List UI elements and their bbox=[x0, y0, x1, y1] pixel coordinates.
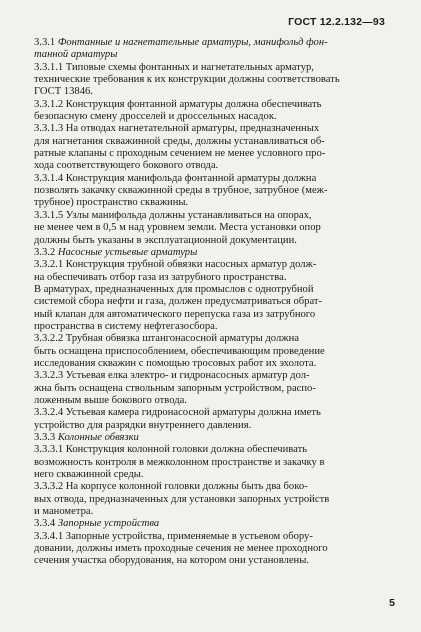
text-line: ный клапан для автоматического перепуска газа из затрубного bbox=[34, 308, 316, 320]
paragraph bbox=[20, 210, 392, 247]
paragraph bbox=[20, 333, 392, 370]
text-line: 3.3.2.2 Трубная обвязка штангонасосной арматуры должна bbox=[34, 333, 299, 345]
paragraph bbox=[20, 407, 392, 432]
text-line: 3.3.4.1 Запорные устройства, применяемые в устьевом обору- bbox=[34, 530, 313, 542]
text-line: 3.3.1.1 Типовые схемы фонтанных и нагнетательных арматур, bbox=[34, 61, 314, 73]
text-line: быть оснащена приспособлением, обеспечивающим проведение bbox=[34, 345, 325, 357]
paragraph bbox=[20, 284, 392, 333]
paragraph bbox=[20, 370, 392, 407]
text-line: не менее чем в 0,5 м над уровнем земли. Места установки опор bbox=[34, 222, 321, 234]
text-line: исследования скважин с помощью тросовых работ их эхолота. bbox=[34, 357, 317, 369]
text-line: 3.3.2.4 Устьевая камера гидронасосной арматуры должна иметь bbox=[34, 407, 321, 419]
paragraph bbox=[20, 99, 392, 124]
paragraph bbox=[20, 62, 392, 99]
text-line: устройство для разрядки внутреннего давления. bbox=[34, 419, 252, 431]
text-line: ложенным выше бокового отвода. bbox=[34, 394, 187, 406]
text-line: хода соответствующего бокового отвода. bbox=[34, 160, 219, 172]
text-line: позволять закачку скважинной среды в трубное, затрубное (меж- bbox=[34, 185, 328, 197]
text-line: 3.3.1.2 Конструкция фонтанной арматуры должна обеспечивать bbox=[34, 98, 322, 110]
text-line: 3.3.2.1 Конструкция трубной обвязки насосных арматур долж- bbox=[34, 259, 317, 271]
text-line: 3.3.4 Запорные устройства bbox=[34, 518, 160, 530]
text-line: системой сбора нефти и газа, должен предусматриваться обрат- bbox=[34, 296, 323, 308]
page-number: 5 bbox=[389, 597, 395, 609]
text-line: 3.3.3.1 Конструкция колонной головки должна обеспечивать bbox=[34, 444, 308, 456]
paragraph bbox=[20, 123, 392, 172]
text-line: 3.3.2 Насосные устьевые арматуры bbox=[34, 246, 198, 258]
document-body bbox=[20, 37, 392, 568]
section-heading bbox=[20, 37, 392, 62]
text-line: танной арматуры bbox=[34, 49, 118, 61]
text-line: 3.3.1.3 На отводах нагнетательной арматуры, предназначенных bbox=[34, 123, 320, 135]
section-heading bbox=[20, 247, 392, 259]
text-line: ратные клапаны с проходным сечением не менее условного про- bbox=[34, 148, 326, 160]
text-line: 3.3.3 Колонные обвязки bbox=[34, 432, 139, 443]
text-line: 3.3.1 Фонтанные и нагнетательные арматуры, манифольд фон- bbox=[34, 37, 328, 48]
section-heading bbox=[20, 518, 392, 530]
text-line: безопасную смену дросселей и дроссельных насадок. bbox=[34, 111, 277, 123]
text-line: 3.3.3.2 На корпусе колонной головки должны быть два боко- bbox=[34, 481, 308, 493]
text-line: технические требования к их конструкции должны соответствовать bbox=[34, 74, 340, 86]
text-line: 3.3.1.5 Узлы манифольда должны устанавливаться на опорах, bbox=[34, 209, 312, 221]
paragraph bbox=[20, 259, 392, 284]
text-line: трубное) пространство скважины. bbox=[34, 197, 189, 209]
text-line: жна быть оснащена ствольным запорным устройством, распо- bbox=[34, 382, 316, 394]
paragraph bbox=[20, 481, 392, 518]
section-heading bbox=[20, 432, 392, 444]
text-line: 3.3.2.3 Устьевая елка электро- и гидронасосных арматур дол- bbox=[34, 370, 310, 382]
text-line: ГОСТ 13846. bbox=[34, 86, 93, 98]
paragraph bbox=[20, 444, 392, 481]
text-line: и манометра. bbox=[34, 506, 94, 518]
text-line: В арматурах, предназначенных для промыслов с однотрубной bbox=[34, 283, 314, 295]
text-line: сечения участка оборудования, на котором они установлены. bbox=[34, 555, 309, 567]
paragraph bbox=[20, 173, 392, 210]
text-line: 3.3.1.4 Конструкция манифольда фонтанной арматуры должна bbox=[34, 172, 317, 184]
text-line: него скважинной среды. bbox=[34, 469, 144, 481]
text-line: вых отвода, предназначенных для установки запорных устройств bbox=[34, 493, 330, 505]
text-line: довании, должны иметь проходные сечения не менее проходного bbox=[34, 543, 328, 555]
text-line: должны быть указаны в эксплуатационной документации. bbox=[34, 234, 297, 246]
text-line: пространства в систему нефтегазосбора. bbox=[34, 320, 218, 332]
text-line: возможность контроля в межколонном пространстве и закачку в bbox=[34, 456, 325, 468]
standard-header: ГОСТ 12.2.132—93 bbox=[288, 16, 385, 28]
text-line: на обеспечивать отбор газа из затрубного пространства. bbox=[34, 271, 287, 283]
paragraph bbox=[20, 531, 392, 568]
text-line: для нагнетания скважинной среды, должны устанавливаться об- bbox=[34, 135, 325, 147]
